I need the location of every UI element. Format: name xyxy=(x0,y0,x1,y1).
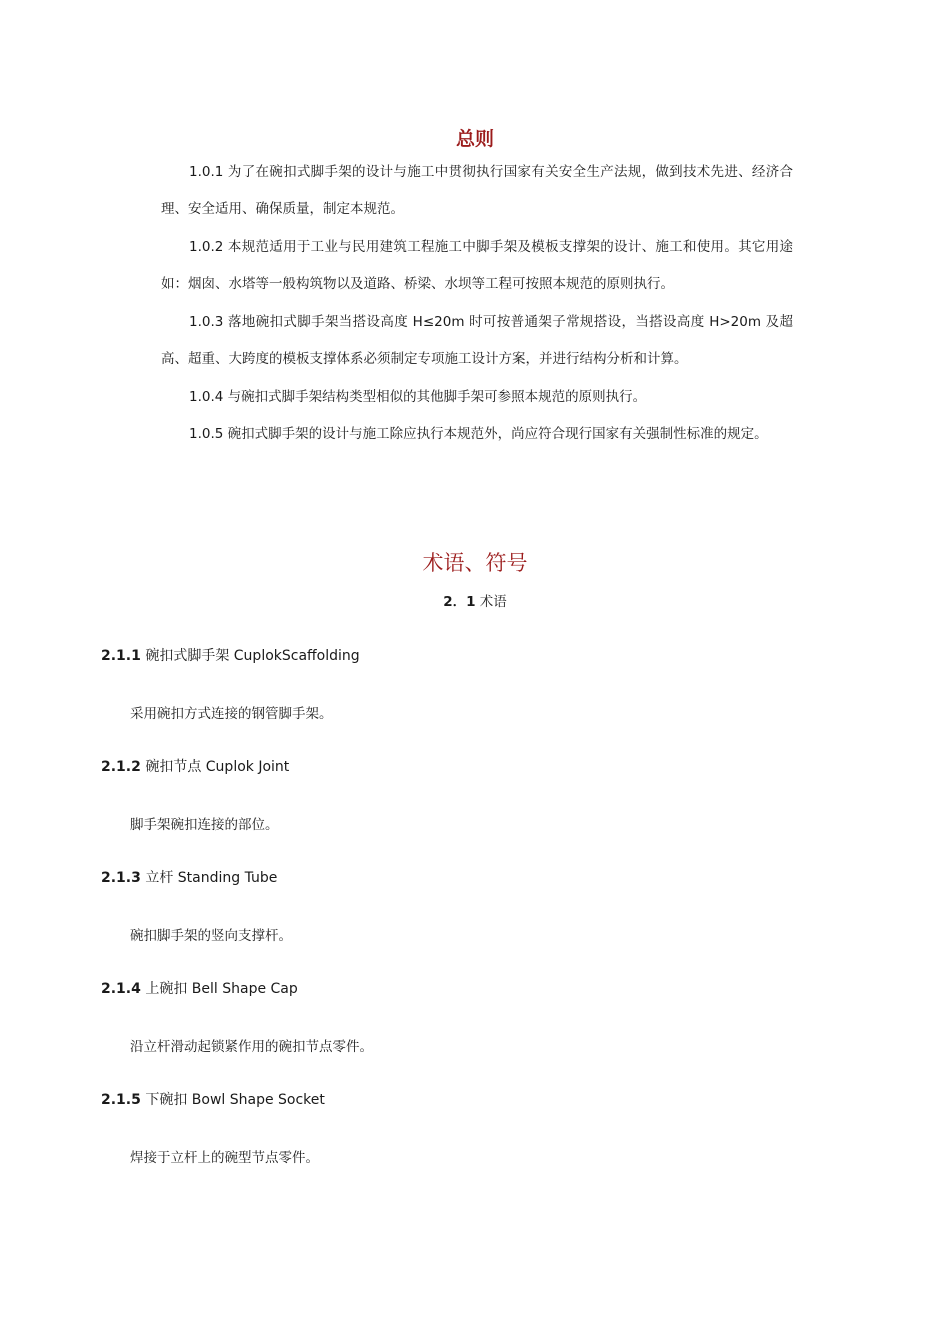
clause-1-0-1: 1.0.1 为了在碗扣式脚手架的设计与施工中贯彻执行国家有关安全生产法规，做到技术先进、经济合理、安全适用、确保质量，制定本规范。 xyxy=(161,164,793,217)
term-heading xyxy=(101,978,298,998)
clause-1-0-2: 1.0.2 本规范适用于工业与民用建筑工程施工中脚手架及模板支撑架的设计、施工和使用。其它用途如：烟囱、水塔等一般构筑物以及道路、桥梁、水坝等工程可按照本规范的原则执行。 xyxy=(161,239,793,292)
term-heading xyxy=(101,867,277,887)
subsection-number: 2．1 xyxy=(443,594,476,610)
term-definition: 碗扣脚手架的竖向支撑杆。 xyxy=(130,928,292,944)
term-number: 2.1.1 xyxy=(101,648,141,664)
term-heading xyxy=(101,645,360,665)
term-heading xyxy=(101,1089,325,1109)
term-heading xyxy=(101,756,289,776)
term-number: 2.1.3 xyxy=(101,870,141,886)
clause-1-0-3: 1.0.3 落地碗扣式脚手架当搭设高度 H≤20m 时可按普通架子常规搭设，当搭设高度 H>20m 及超高、超重、大跨度的模板支撑体系必须制定专项施工设计方案，并进行结构分析和计算。 xyxy=(161,314,793,367)
term-number: 2.1.4 xyxy=(101,981,141,997)
term-number: 2.1.2 xyxy=(101,759,141,775)
term-name: 碗扣节点 Cuplok Joint xyxy=(145,759,290,775)
clause-1-0-5: 1.0.5 碗扣式脚手架的设计与施工除应执行本规范外，尚应符合现行国家有关强制性标准的规定。 xyxy=(189,426,768,442)
term-name: 碗扣式脚手架 CuplokScaffolding xyxy=(145,648,360,664)
term-definition: 沿立杆滑动起锁紧作用的碗扣节点零件。 xyxy=(130,1039,373,1055)
section-title-terms: 术语、符号 xyxy=(422,551,528,575)
term-definition: 脚手架碗扣连接的部位。 xyxy=(130,817,279,833)
subsection-title xyxy=(0,590,950,610)
term-name: 立杆 Standing Tube xyxy=(145,870,278,886)
subsection-label: 术语 xyxy=(479,594,507,610)
term-definition: 采用碗扣方式连接的钢管脚手架。 xyxy=(130,706,333,722)
section-title-general: 总则 xyxy=(455,128,494,150)
term-number: 2.1.5 xyxy=(101,1092,141,1108)
clause-1-0-4: 1.0.4 与碗扣式脚手架结构类型相似的其他脚手架可参照本规范的原则执行。 xyxy=(189,389,647,405)
term-definition: 焊接于立杆上的碗型节点零件。 xyxy=(130,1150,319,1166)
term-name: 下碗扣 Bowl Shape Socket xyxy=(145,1092,325,1108)
term-name: 上碗扣 Bell Shape Cap xyxy=(145,981,298,997)
